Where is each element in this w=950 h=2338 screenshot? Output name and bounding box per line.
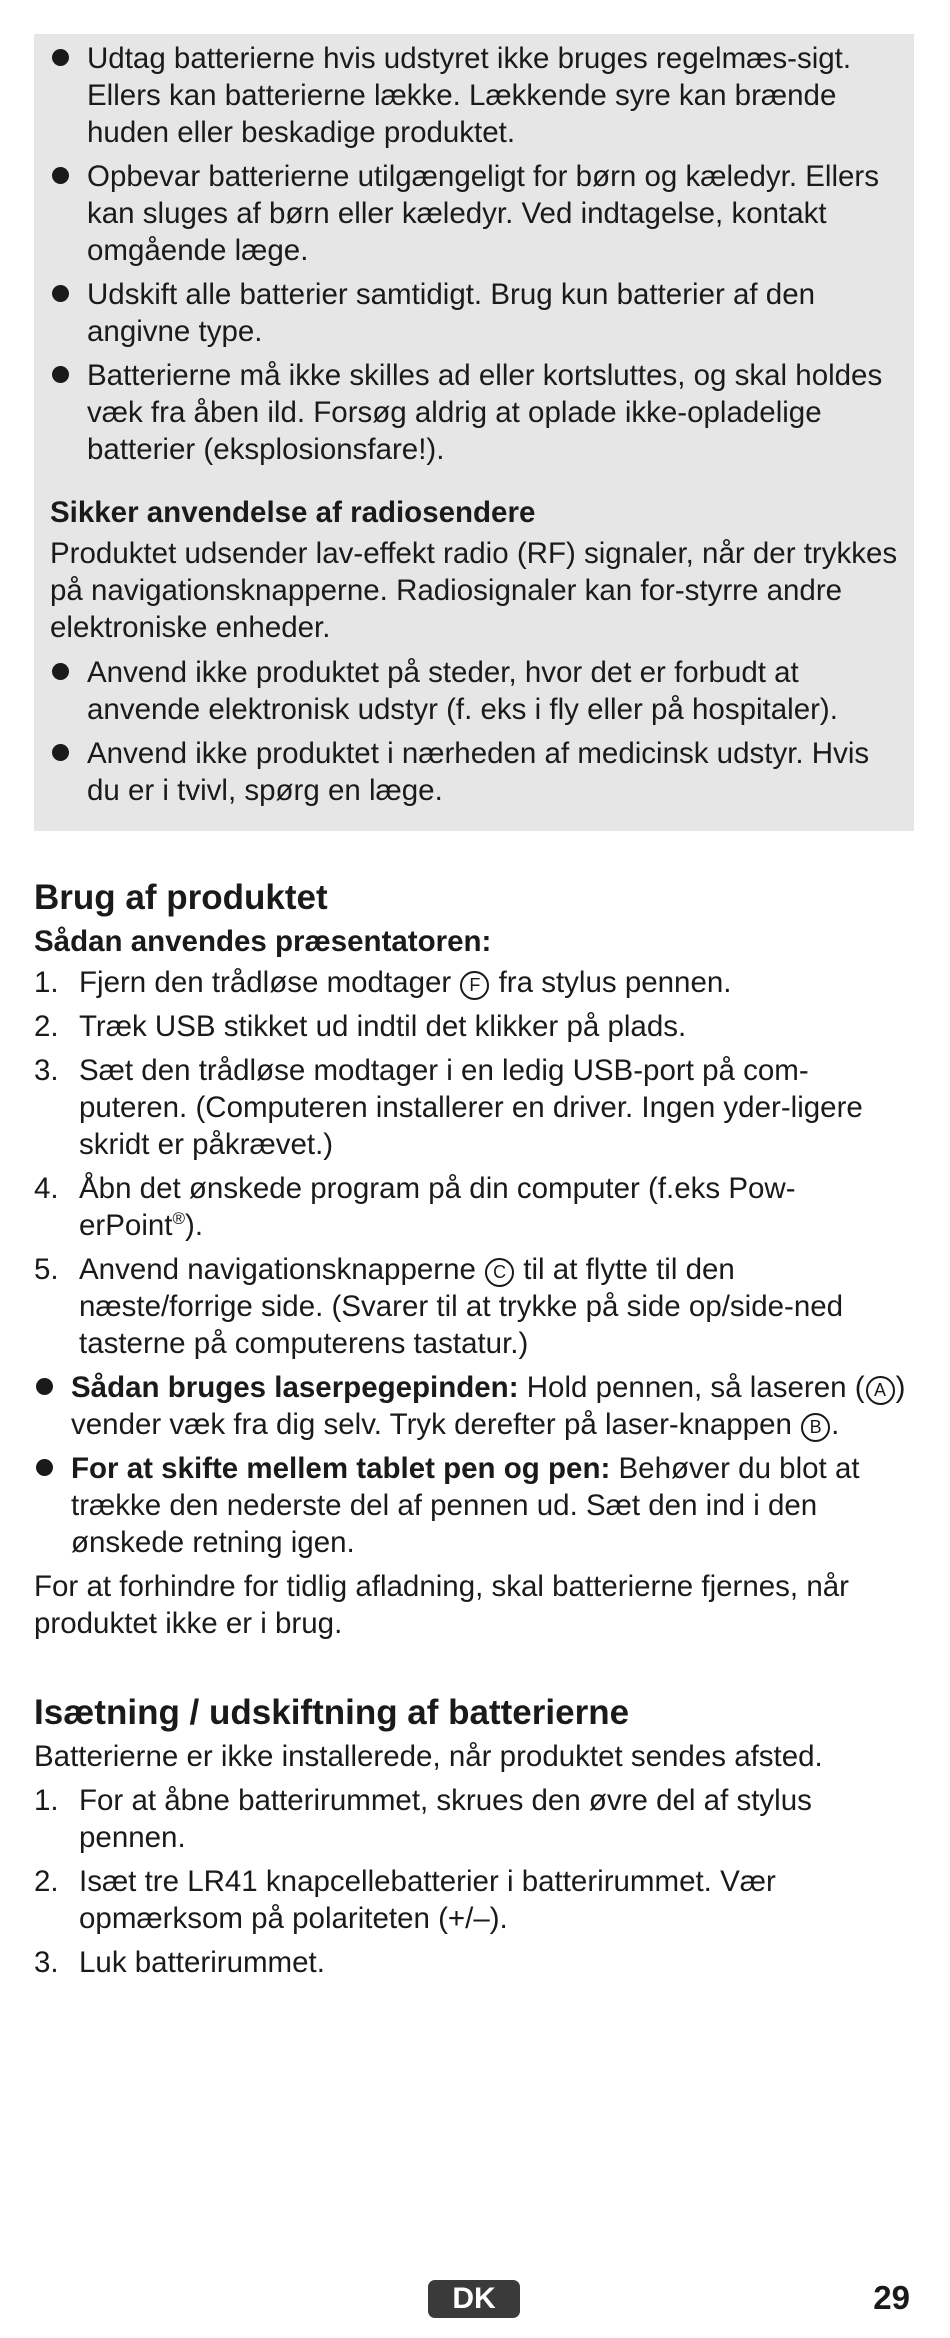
- list-item: Anvend ikke produktet i nærheden af medicinsk udstyr. Hvis du er i tvivl, spørg en læge.: [50, 735, 898, 809]
- document-page: [34, 34, 914, 1988]
- discharge-note: For at forhindre for tidlig afladning, skal batterierne fjernes, når produktet ikke er i brug.: [34, 1570, 849, 1640]
- safety-info-box: [34, 34, 914, 831]
- list-item: 5. Anvend navigationsknapperne C til at flytte til den næste/forrige side. (Svarer til at trykke på side op/side-ned tasterne på computerens tastatur.): [34, 1253, 844, 1360]
- list-item: Udtag batterierne hvis udstyret ikke bruges regelmæs-sigt. Ellers kan batterierne lække. Lækkende syre kan brænde huden eller beskadige produktet.: [50, 40, 898, 151]
- label-a-icon: A: [866, 1376, 895, 1405]
- usage-bullets: [34, 1369, 914, 1561]
- bullet-icon: [52, 49, 69, 66]
- list-item: 1. Fjern den trådløse modtager F fra stylus pennen.: [34, 966, 732, 999]
- list-item: Batterierne må ikke skilles ad eller kortsluttes, og skal holdes væk fra åben ild. Forsøg aldrig at oplade ikke-opladelige batterier (eksplosionsfare!).: [50, 357, 898, 468]
- bullet-icon: [52, 663, 69, 680]
- page-number: 29: [873, 2279, 910, 2316]
- battery-steps: [34, 1782, 914, 1981]
- label-b-icon: B: [801, 1413, 830, 1442]
- list-item: 2. Træk USB stikket ud indtil det klikker på plads.: [34, 1010, 687, 1043]
- list-item: 3. Sæt den trådløse modtager i en ledig USB-port på com-puteren. (Computeren installerer en driver. Ingen yder-ligere skridt er påkrævet.): [34, 1054, 863, 1161]
- list-item: Opbevar batterierne utilgængeligt for børn og kæledyr. Ellers kan sluges af børn eller kæledyr. Ved indtagelse, kontakt omgående læge.: [50, 158, 898, 269]
- registered-mark: ®: [172, 1209, 186, 1229]
- label-f-icon: F: [460, 971, 489, 1000]
- radio-safety-heading: Sikker anvendelse af radiosendere: [50, 496, 536, 529]
- list-item: 4. Åbn det ønskede program på din computer (f.eks Pow-erPoint®).: [34, 1172, 796, 1242]
- list-item: 1. For at åbne batterirummet, skrues den øvre del af stylus pennen.: [34, 1784, 812, 1854]
- bullet-icon: [52, 366, 69, 383]
- list-item: For at skifte mellem tablet pen og pen: Behøver du blot at trække den nederste del af pennen ud. Sæt den ind i den ønskede retning igen.: [34, 1450, 914, 1561]
- bullet-icon: [52, 167, 69, 184]
- battery-safety-list: [50, 40, 898, 468]
- list-item: Anvend ikke produktet på steder, hvor det er forbudt at anvende elektronisk udstyr (f. eks i fly eller på hospitaler).: [50, 654, 898, 728]
- label-c-icon: C: [485, 1258, 514, 1287]
- usage-title: Brug af produktet: [34, 878, 328, 917]
- batteries-intro: Batterierne er ikke installerede, når produktet sendes afsted.: [34, 1740, 823, 1773]
- presenter-heading: Sådan anvendes præsentatoren:: [34, 925, 492, 958]
- bullet-icon: [52, 285, 69, 302]
- list-item: 2. Isæt tre LR41 knapcellebatterier i batterirummet. Vær opmærksom på polariteten (+/–).: [34, 1865, 776, 1935]
- list-item: Udskift alle batterier samtidigt. Brug kun batterier af den angivne type.: [50, 276, 898, 350]
- language-badge: DK: [428, 2280, 520, 2318]
- presenter-steps: [34, 964, 914, 1362]
- bullet-icon: [36, 1459, 53, 1476]
- radio-safety-paragraph: Produktet udsender lav-effekt radio (RF) signaler, når der trykkes på navigationsknapperne. Radiosignaler kan for-styrre andre elektroniske enheder.: [50, 537, 898, 644]
- bullet-icon: [36, 1378, 53, 1395]
- list-item: Sådan bruges laserpegepinden: Hold pennen, så laseren ( A ) vender væk fra dig selv. Tryk derefter på laser-knappen B .: [34, 1369, 914, 1443]
- list-item: 3. Luk batterirummet.: [34, 1946, 325, 1979]
- radio-safety-list: [50, 654, 898, 809]
- bullet-icon: [52, 744, 69, 761]
- batteries-title: Isætning / udskiftning af batterierne: [34, 1693, 630, 1732]
